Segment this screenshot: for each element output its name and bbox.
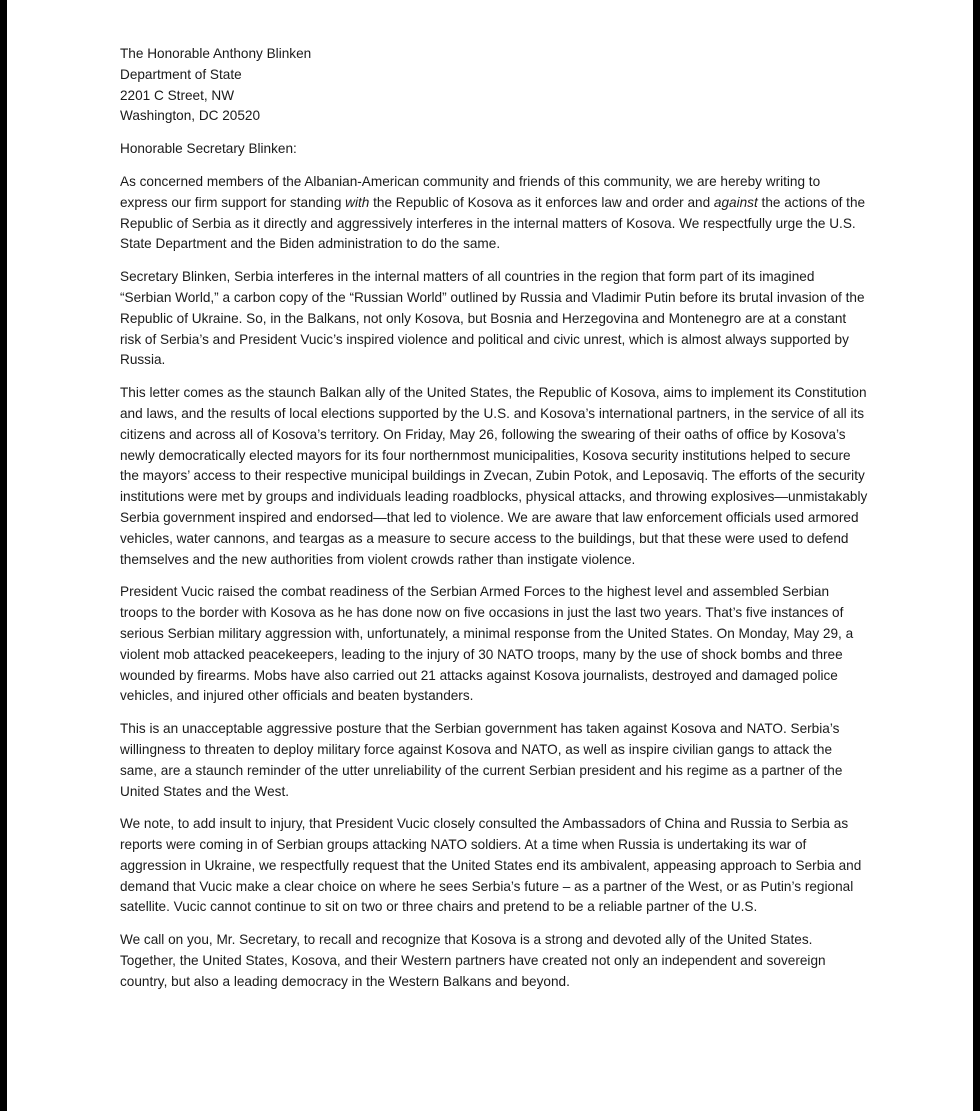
recipient-address (120, 44, 868, 127)
salutation: Honorable Secretary Blinken: (120, 141, 297, 157)
paragraph-4: President Vucic raised the combat readiness of the Serbian Armed Forces to the highest level and assembled Serbian troops to the border with Kosova as he has done now on five occasions in just the last two years. That’s five instances of serious Serbian military aggression with, unfortunately, a minimal response from the United States. On Monday, May 29, a violent mob attacked peacekeepers, leading to the injury of 30 NATO troops, many by the use of shock bombs and three wounded by firearms. Mobs have also carried out 21 attacks against Kosova journalists, destroyed and damaged police vehicles, and injured other officials and beaten bystanders. (120, 584, 854, 704)
paragraph-1-part-c: the actions of the Republic of Serbia as it directly and aggressively interferes in the internal matters of Kosova. We respectfully urge the U.S. State Department and the Biden administration to do the same. (120, 194, 866, 252)
paragraph-6: We note, to add insult to injury, that President Vucic closely consulted the Ambassadors of China and Russia to Serbia as reports were coming in of Serbian groups attacking NATO soldiers. At a time when Russia is undertaking its war of aggression in Ukraine, we respectfully request that the United States end its ambivalent, appeasing approach to Serbia and demand that Vucic make a clear choice on where he sees Serbia’s future – as a partner of the West, or as Putin’s regional satellite. Vucic cannot continue to sit on two or three chairs and pretend to be a reliable partner of the U.S. (120, 816, 862, 915)
recipient-department: Department of State (120, 66, 242, 82)
paragraph-3: This letter comes as the staunch Balkan ally of the United States, the Republic of Kosova, aims to implement its Constitution and laws, and the results of local elections supported by the U.S. and Kosova’s international partners, in the service of all its citizens and across all of Kosova’s territory. On Friday, May 26, following the swearing of their oaths of office by Kosova’s newly democratically elected mayors for its four northernmost municipalities, Kosova security institutions helped to secure the mayors’ access to their respective municipal buildings in Zvecan, Zubin Potok, and Leposaviq. The efforts of the security institutions were met by groups and individuals leading roadblocks, physical attacks, and throwing explosives—unmistakably Serbia government inspired and endorsed—that led to violence. We are aware that law enforcement officials used armored vehicles, water cannons, and teargas as a measure to secure access to the buildings, but that these were used to defend themselves and the new authorities from violent crowds rather than instigate violence. (120, 385, 868, 567)
paragraph-7: We call on you, Mr. Secretary, to recall and recognize that Kosova is a strong and devoted ally of the United States. Together, the United States, Kosova, and their Western partners have created not only an independent and sovereign country, but also a leading democracy in the Western Balkans and beyond. (120, 932, 826, 989)
paragraph-1-emphasis-against: against (713, 194, 758, 210)
letter-page (7, 0, 973, 1111)
letter-body (120, 44, 868, 993)
recipient-street: 2201 C Street, NW (120, 87, 235, 103)
recipient-name: The Honorable Anthony Blinken (120, 46, 312, 61)
paragraph-5: This is an unacceptable aggressive posture that the Serbian government has taken against Kosova and NATO. Serbia’s willingness to threaten to deploy military force against Kosova and NATO, as well as inspire civilian gangs to attack the same, are a staunch reminder of the utter unreliability of the current Serbian president and his regime as a partner of the United States and the West. (120, 721, 843, 799)
paragraph-1-part-a: As concerned members of the Albanian-American community and friends of this community, we are hereby writing to express our firm support for standing (120, 173, 821, 210)
paragraph-1-part-b: the Republic of Kosova as it enforces law and order and (369, 194, 714, 210)
paragraph-1 (120, 172, 868, 255)
recipient-city: Washington, DC 20520 (120, 108, 261, 124)
paragraph-1-emphasis-with: with (345, 194, 370, 210)
paragraph-2: Secretary Blinken, Serbia interferes in the internal matters of all countries in the region that form part of its imagined “Serbian World,” a carbon copy of the “Russian World” outlined by Russia and Vladimir Putin before its brutal invasion of the Republic of Ukraine. So, in the Balkans, not only Kosova, but Bosnia and Herzegovina and Montenegro are at a constant risk of Serbia’s and President Vucic’s inspired violence and political and civic unrest, which is almost always supported by Russia. (120, 269, 865, 368)
